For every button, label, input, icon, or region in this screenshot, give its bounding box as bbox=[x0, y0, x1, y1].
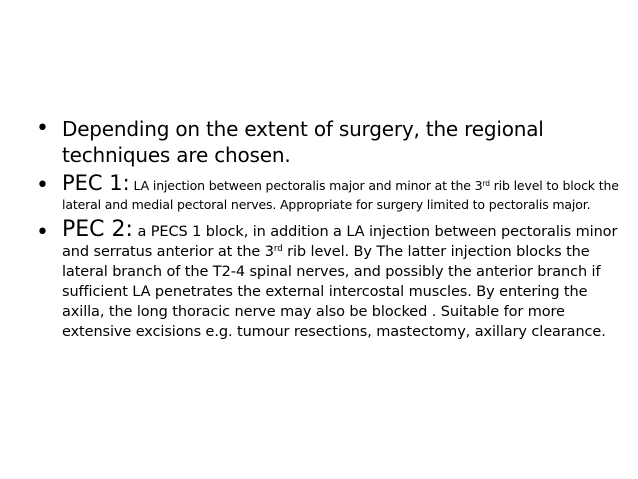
pec1-heading: PEC 1: bbox=[62, 171, 130, 195]
pec2-ordinal-suffix: rd bbox=[273, 244, 283, 255]
pec2-heading: PEC 2: bbox=[62, 217, 133, 242]
pec2-text-part2: rib level. By The latter injection blocks the lateral branch of the T2-4 spinal nerves, and possibly the anterior branch if sufficient LA penetrates the external intercostal muscles. By entering the axilla, the long thoracic nerve may also be blocked . Suitable for more extensive excisions e.g. tumour resections, mastectomy, axillary clearance. bbox=[62, 244, 606, 340]
bullet-text: Depending on the extent of surgery, the regional techniques are chosen. bbox=[62, 117, 544, 167]
bullet-regional-techniques bbox=[36, 116, 620, 168]
pec2-text-part1: a PECS 1 block, in addition a LA injection between pectoralis minor and serratus anterior at the 3 bbox=[62, 224, 618, 260]
pec1-ordinal-suffix: rd bbox=[482, 178, 490, 188]
bullet-dot-icon: • bbox=[36, 173, 49, 198]
bullet-dot-icon: • bbox=[36, 220, 49, 245]
pec1-text-part1: LA injection between pectoralis major and minor at the 3 bbox=[129, 178, 483, 193]
bullet-dot-icon: • bbox=[36, 116, 49, 141]
pec1-text-part2: rib level to block the lateral and medial pectoral nerves. Appropriate for surgery limited to pectoralis major. bbox=[62, 178, 619, 212]
bullet-list bbox=[36, 116, 620, 342]
bullet-pec2 bbox=[36, 217, 620, 342]
bullet-pec1 bbox=[36, 171, 620, 214]
